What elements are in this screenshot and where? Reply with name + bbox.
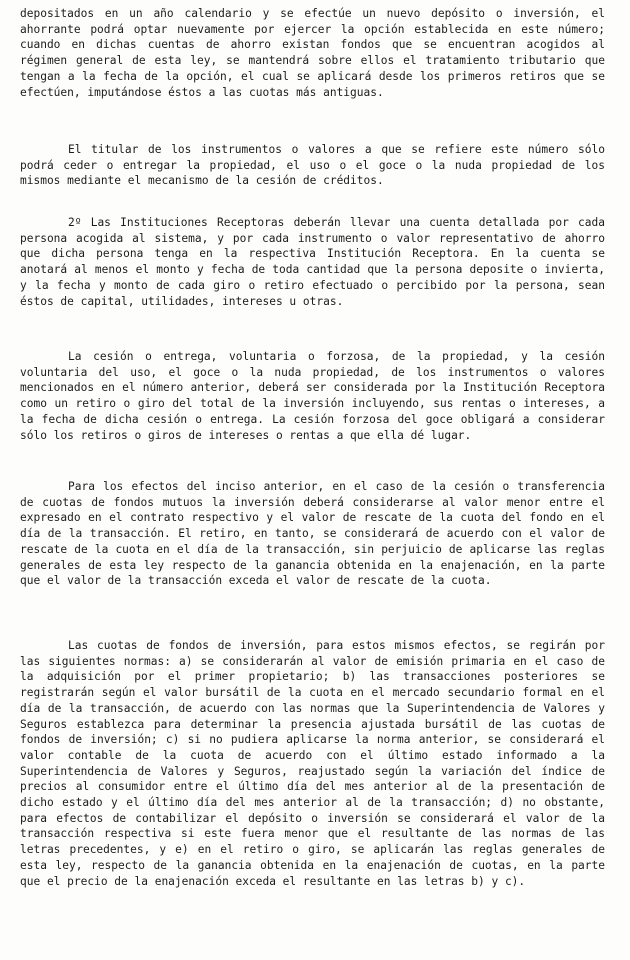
- paragraph-cession-delivery: La cesión o entrega, voluntaria o forzosa, de la propiedad, y la cesión voluntaria del uso, el goce o la nuda propiedad, de los instrumentos o valores mencionados en el número anterior, deberá ser considerada por la Institución Receptora como un retiro o giro del total de la inversión incluyendo, sus rentas o intereses, a la fecha de dicha cesión o entrega. La cesión forzosa del goce obligará a considerar sólo los retiros o giros de intereses o rentas a que ella dé lugar.: [20, 350, 605, 442]
- paragraph-mutual-fund-transfer: Para los efectos del inciso anterior, en el caso de la cesión o transferencia de cuotas de fondos mutuos la inversión deberá considerarse al valor menor entre el expresado en el contrato respectivo y el valor de rescate de la cuota del fondo en el día de la transacción. El retiro, en tanto, se considerará de acuerdo con el valor de rescate de la cuota en el día de la transacción, sin perjuicio de aplicarse las reglas generales de esta ley respecto de la ganancia obtenida en la enajenación, en la parte que el valor de la transacción exceda el valor de rescate de la cuota.: [20, 480, 605, 588]
- paragraph-receiving-institutions: 2º Las Instituciones Receptoras deberán llevar una cuenta detallada por cada persona acogida al sistema, y por cada instrumento o valor representativo de ahorro que dicha persona tenga en la respectiva Institución Receptora. En la cuenta se anotará al menos el monto y fecha de toda cantidad que la persona deposite o invierta, y la fecha y monto de cada giro o retiro efectuado o percibido por la persona, sean éstos de capital, utilidades, intereses u otras.: [20, 216, 605, 308]
- paragraph-investment-fund-rules: Las cuotas de fondos de inversión, para estos mismos efectos, se regirán por las siguientes normas: a) se considerarán al valor de emisión primaria en el caso de la adquisición por el primer propietario; b) las transacciones posteriores se registrarán según el valor bursátil de la cuota en el mercado secundario formal en el día de la transacción, de acuerdo con las normas que la Superintendencia de Valores y Seguros establezca para determinar la presencia ajustada bursátil de las cuotas de fondos de inversión; c) si no pudiera aplicarse la norma anterior, se considerará el valor contable de la cuota de acuerdo con el último estado informado a la Superintendencia de Valores y Seguros, reajustado según la variación del índice de precios al consumidor entre el último día del mes anterior al de la presentación de dicho estado y el último día del mes anterior al de la transacción; d) no obstante, para efectos de contabilizar el depósito o inversión se considerará el valor de la transacción respectiva si este fuera menor que el resultante de las normas de las letras precedentes, y e) en el retiro o giro, se aplicarán las reglas generales de esta ley, respecto de la ganancia obtenida en la enajenación de cuotas, en la parte que el precio de la enajenación exceda el resultante en las letras b) y c).: [20, 639, 605, 888]
- paragraph-continuation-deposits: depositados en un año calendario y se efectúe un nuevo depósito o inversión, el ahorrante podrá optar nuevamente por ejercer la opción establecida en este número; cuando en dichas cuentas de ahorro existan fondos que se encuentran acogidos al régimen general de esta ley, se mantendrá sobre ellos el tratamiento tributario que tengan a la fecha de la opción, el cual se aplicará desde los primeros retiros que se efectúen, imputándose éstos a las cuotas más antiguas.: [20, 7, 605, 99]
- paragraph-instrument-titleholder: El titular de los instrumentos o valores a que se refiere este número sólo podrá ceder o entregar la propiedad, el uso o el goce o la nuda propiedad de los mismos mediante el mecanismo de la cesión de créditos.: [20, 143, 605, 188]
